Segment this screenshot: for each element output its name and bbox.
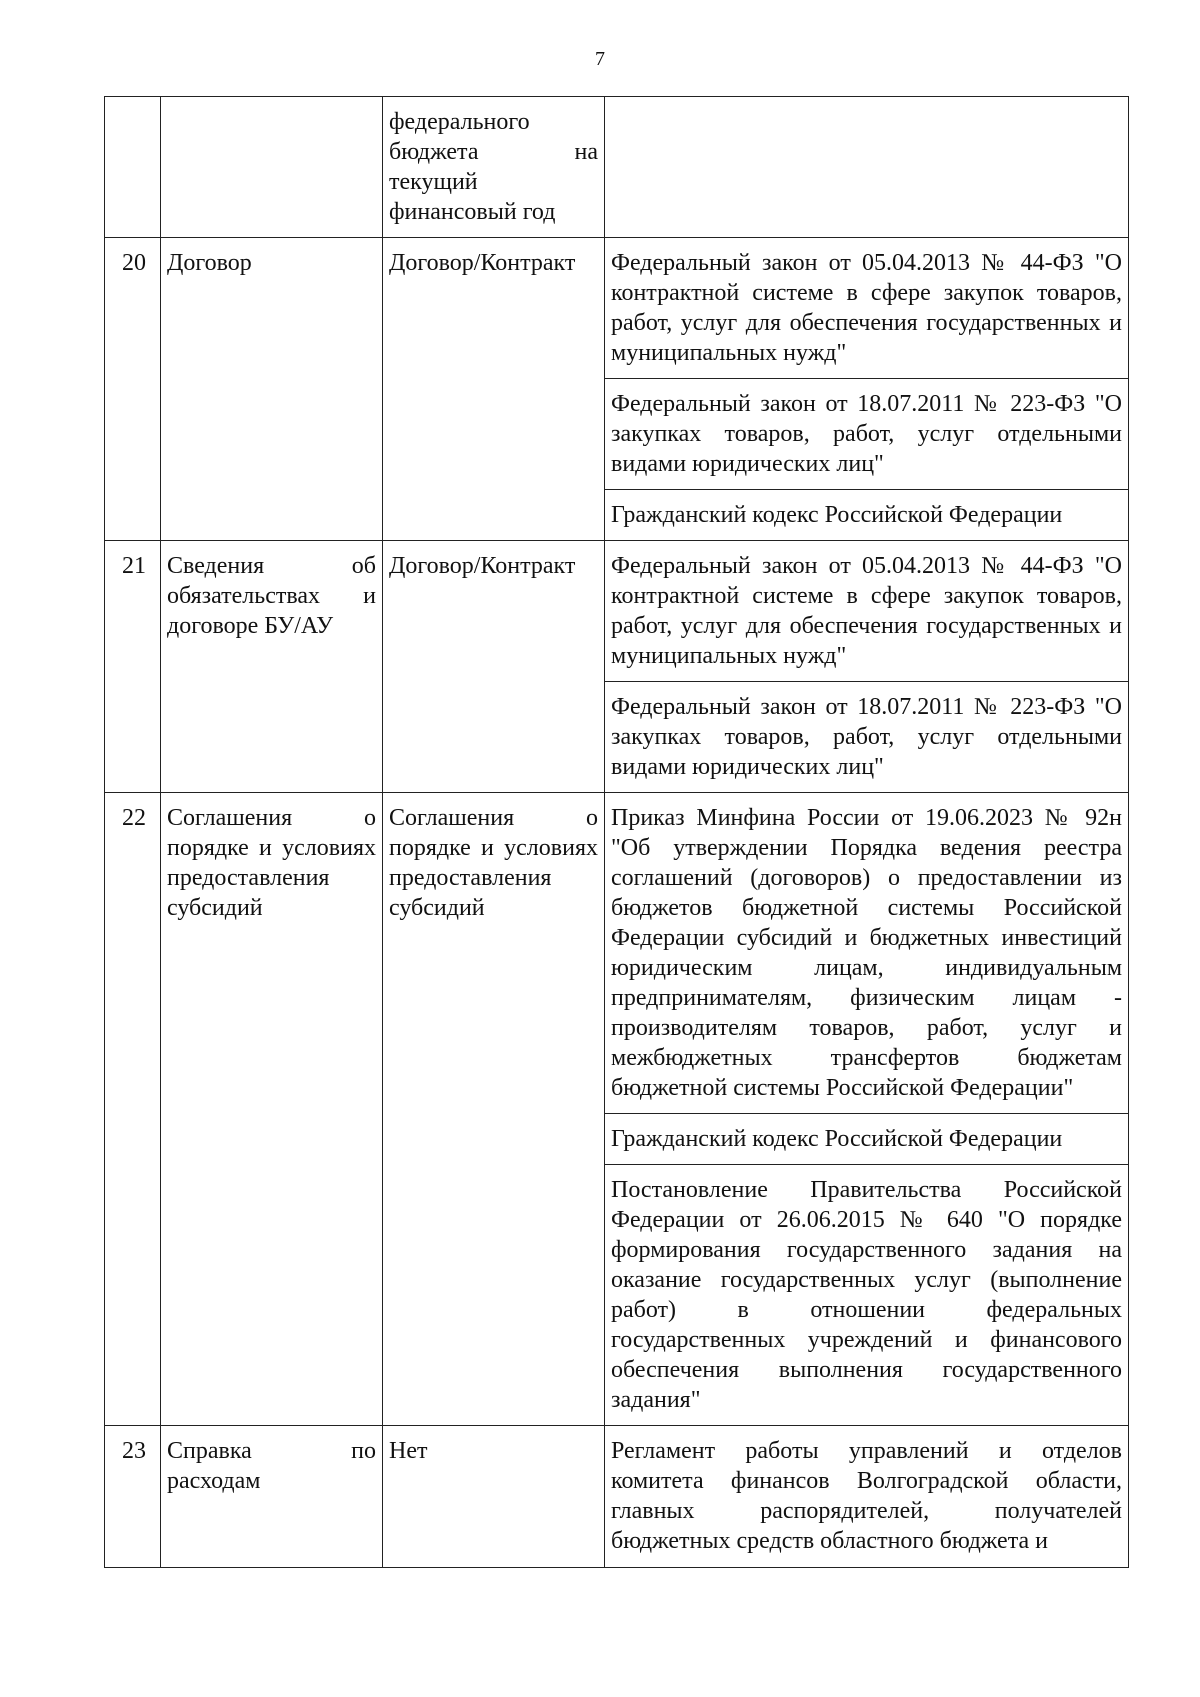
legal-basis-cell: Постановление Правительства Российской Федерации от 26.06.2015 № 640 "О порядке формирования государственного задания на оказание государственных услуг (выполнение работ) в отношении федеральных государственных учреждений и финансового обеспечения выполнения государственного задания"	[605, 1165, 1129, 1426]
row-number-cell: 23	[105, 1426, 161, 1568]
document-name-cell: Договор	[161, 238, 383, 541]
legal-basis-cell: Федеральный закон от 18.07.2011 № 223-ФЗ "О закупках товаров, работ, услуг отдельными видами юридических лиц"	[605, 682, 1129, 793]
legal-basis-cell: Федеральный закон от 05.04.2013 № 44-ФЗ "О контрактной системе в сфере закупок товаров, работ, услуг для обеспечения государственных и муниципальных нужд"	[605, 238, 1129, 379]
document-name-cell: Справка по расходам	[161, 1426, 383, 1568]
document-type-cell: Соглашения о порядке и условиях предоставления субсидий	[383, 793, 605, 1426]
document-name-cell: Соглашения о порядке и условиях предоставления субсидий	[161, 793, 383, 1426]
legal-basis-cell: Гражданский кодекс Российской Федерации	[605, 490, 1129, 541]
table-row	[105, 97, 1129, 238]
document-type-cell: Нет	[383, 1426, 605, 1568]
document-type-cell: Договор/Контракт	[383, 238, 605, 541]
legal-basis-cell	[605, 97, 1129, 238]
document-type-cell: федерального бюджета на текущий финансовый год	[383, 97, 605, 238]
table-row	[105, 541, 1129, 682]
row-number-cell: 20	[105, 238, 161, 541]
table-row	[105, 1426, 1129, 1568]
legal-basis-cell: Приказ Минфина России от 19.06.2023 № 92н "Об утверждении Порядка ведения реестра соглашений (договоров) о предоставлении из бюджетов бюджетной системы Российской Федерации субсидий и бюджетных инвестиций юридическим лицам, индивидуальным предпринимателям, физическим лицам - производителям товаров, работ, услуг и межбюджетных трансфертов бюджетам бюджетной системы Российской Федерации"	[605, 793, 1129, 1114]
row-number-cell	[105, 97, 161, 238]
document-name-cell	[161, 97, 383, 238]
table-row	[105, 238, 1129, 379]
document-name-cell: Сведения об обязательствах и договоре БУ/АУ	[161, 541, 383, 793]
legal-basis-cell: Федеральный закон от 05.04.2013 № 44-ФЗ "О контрактной системе в сфере закупок товаров, работ, услуг для обеспечения государственных и муниципальных нужд"	[605, 541, 1129, 682]
row-number-cell: 21	[105, 541, 161, 793]
regulation-table	[104, 96, 1129, 1568]
table-row	[105, 793, 1129, 1114]
legal-basis-cell: Федеральный закон от 18.07.2011 № 223-ФЗ "О закупках товаров, работ, услуг отдельными видами юридических лиц"	[605, 379, 1129, 490]
legal-basis-cell: Гражданский кодекс Российской Федерации	[605, 1114, 1129, 1165]
row-number-cell: 22	[105, 793, 161, 1426]
legal-basis-cell: Регламент работы управлений и отделов комитета финансов Волгоградской области, главных распорядителей, получателей бюджетных средств областного бюджета и	[605, 1426, 1129, 1568]
document-type-cell: Договор/Контракт	[383, 541, 605, 793]
page-number: 7	[595, 48, 605, 70]
